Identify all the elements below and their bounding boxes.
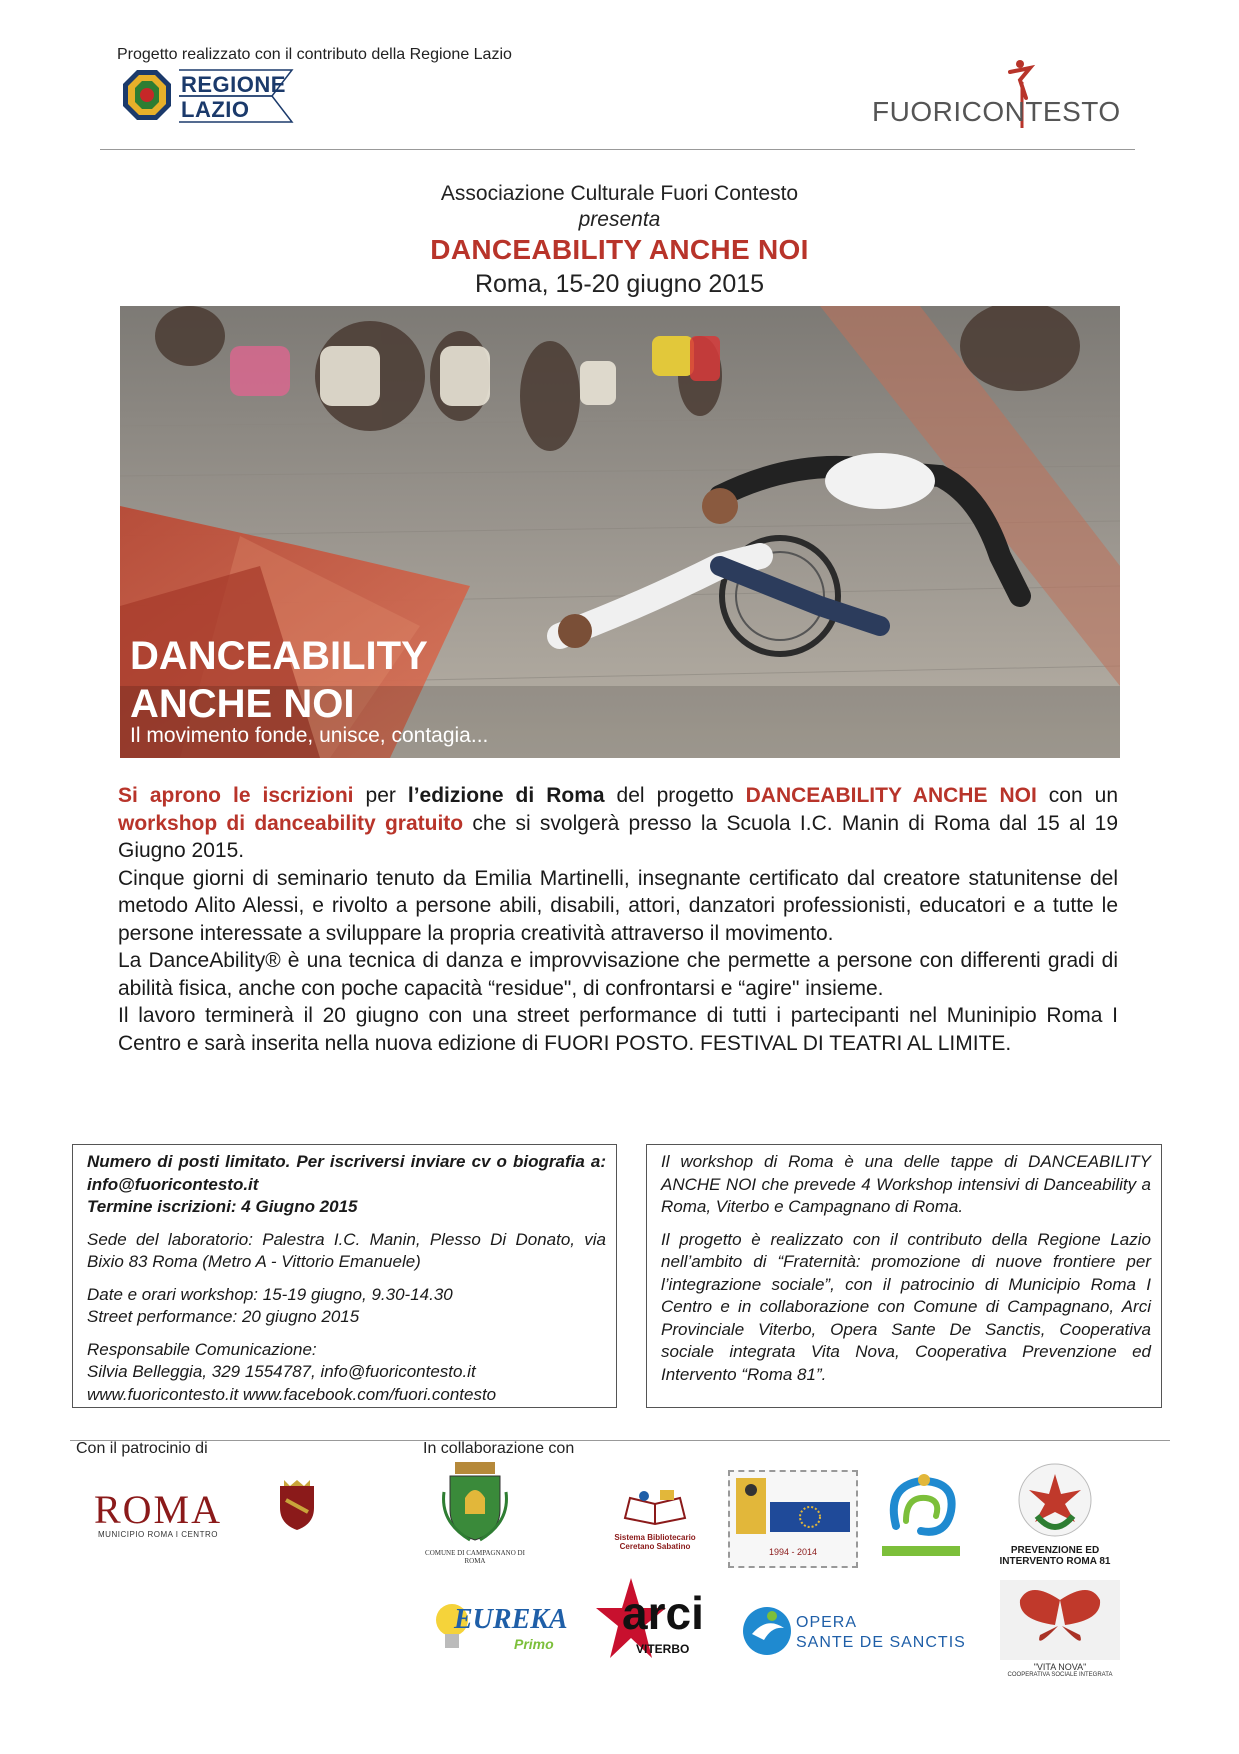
vita-nova-sub: COOPERATIVA SOCIALE INTEGRATA bbox=[1007, 1672, 1113, 1678]
biblio-line2: Ceretano Sabatino bbox=[619, 1542, 691, 1551]
roma-wordmark: ROMA bbox=[93, 1487, 223, 1532]
prevenzione-roma81-logo bbox=[990, 1460, 1120, 1580]
arci-wordmark: arci bbox=[622, 1587, 704, 1639]
presenta-label: presenta bbox=[578, 208, 661, 231]
biblio-line1: Sistema Bibliotecario bbox=[614, 1533, 696, 1542]
body-paragraph-4: Il lavoro terminerà il 20 giugno con una street performance di tutti i partecipanti nel Muninipio Roma I Centro e sarà inserita nella nuova edizione di FUORI POSTO. FESTIVAL DI TEATRI AL LIMITE. bbox=[118, 1004, 1118, 1055]
project-info-paragraph-2: Il progetto è realizzato con il contributo della Regione Lazio nell’ambito di “Fraternità: promozione di nuove frontiere per l’integrazione sociale”, con il patrocinio di Municipio Roma I Centro e in collaborazione con Comune di Campagnano, Arci Provinciale Viterbo, Opera Sante De Sanctis, Cooperativa sociale integrata Vita Nova, Cooperativa Prevenzione ed Intervento “Roma 81”. bbox=[661, 1229, 1151, 1384]
project-info-paragraph-1: Il workshop di Roma è una delle tappe di DANCEABILITY ANCHE NOI che prevede 4 Workshop intensivi di Danceability a Roma, Viterbo e Campagnano di Roma. bbox=[661, 1152, 1151, 1216]
page-title: DANCEABILITY ANCHE NOI bbox=[430, 234, 809, 265]
project-info-box bbox=[646, 1144, 1162, 1408]
opera-line1: OPERA bbox=[796, 1614, 858, 1631]
eureka-logo bbox=[432, 1594, 568, 1664]
fuori-contesto-wordmark: FUORICONTESTO bbox=[872, 96, 1121, 127]
regione-lazio-wordmark: REGIONE LAZIO bbox=[181, 72, 286, 122]
registration-deadline: Termine iscrizioni: 4 Giugno 2015 bbox=[87, 1197, 358, 1216]
workshop-dates: Date e orari workshop: 15-19 giugno, 9.30-14.30 bbox=[87, 1284, 453, 1304]
eureka-wordmark: EUREKA bbox=[454, 1604, 568, 1635]
contact-label: Responsabile Comunicazione: bbox=[87, 1339, 317, 1359]
header-note: Progetto realizzato con il contributo della Regione Lazio bbox=[117, 46, 512, 63]
header-divider bbox=[100, 149, 1135, 150]
campagnano-crest-icon bbox=[440, 1462, 510, 1542]
prevenzione-line2: INTERVENTO ROMA 81 bbox=[999, 1556, 1111, 1567]
arci-viterbo-logo bbox=[596, 1578, 706, 1678]
association-name: Associazione Culturale Fuori Contesto bbox=[440, 182, 799, 205]
prevenzione-line1: PREVENZIONE ED bbox=[1010, 1545, 1100, 1556]
via-francigena-logo bbox=[728, 1470, 858, 1568]
open-book-icon bbox=[620, 1488, 690, 1528]
body-paragraph-3: La DanceAbility® è una tecnica di danza e improvvisazione che permette a persone con differenti gradi di abilità fisica, anche con poche capacità “residue", di confrontarsi e “agire" insieme. bbox=[118, 949, 1118, 1000]
vita-nova-logo bbox=[990, 1580, 1130, 1690]
swirl-icon bbox=[742, 1606, 792, 1656]
registration-note: Numero di posti limitato. Per iscriversi inviare cv o biografia a: info@fuoricontesto.it bbox=[87, 1152, 606, 1194]
patronage-label: Con il patrocinio di bbox=[76, 1440, 208, 1457]
workshop-venue: Sede del laboratorio: Palestra I.C. Manin, Plesso Di Donato, via Bixio 83 Roma (Metro A - Vittorio Emanuele) bbox=[87, 1229, 606, 1271]
centro-informazione-logo bbox=[876, 1466, 966, 1566]
opera-sante-de-sanctis-logo bbox=[742, 1596, 982, 1666]
collaboration-label: In collaborazione con bbox=[423, 1440, 575, 1457]
via-francigena-years: 1994 - 2014 bbox=[768, 1547, 818, 1557]
photo-subtitle: Il movimento fonde, unisce, contagia... bbox=[130, 724, 489, 747]
pilgrim-icon bbox=[730, 1472, 856, 1542]
contact-websites: www.fuoricontesto.it www.facebook.com/fuori.contesto bbox=[87, 1384, 497, 1404]
vita-nova-label: "VITA NOVA" bbox=[1033, 1662, 1087, 1672]
performance-date: Street performance: 20 giugno 2015 bbox=[87, 1307, 360, 1326]
place-date: Roma, 15-20 giugno 2015 bbox=[474, 270, 765, 298]
body-text bbox=[118, 782, 1118, 1057]
roma-sub: MUNICIPIO ROMA I CENTRO bbox=[98, 1530, 218, 1539]
contact-details: Silvia Belleggia, 329 1554787, info@fuoricontesto.it bbox=[87, 1362, 476, 1381]
body-paragraph-1: Si aprono le iscrizioni per l’edizione di Roma del progetto DANCEABILITY ANCHE NOI con un workshop di danceability gratuito che si svolgerà presso la Scuola I.C. Manin di Roma dal 15 al 19 Giugno 2015. bbox=[118, 784, 1119, 862]
sistema-bibliotecario-logo bbox=[600, 1488, 710, 1568]
eureka-sub: Primo bbox=[514, 1636, 554, 1652]
opera-line2: SANTE DE SANCTIS bbox=[796, 1634, 966, 1651]
registration-info-box bbox=[72, 1144, 617, 1408]
arci-sub: VITERBO bbox=[636, 1642, 690, 1656]
spqr-shield-icon bbox=[276, 1478, 318, 1532]
body-paragraph-2: Cinque giorni di seminario tenuto da Emilia Martinelli, insegnante certificato dal creatore statunitense del metodo Alito Alessi, e rivolto a persone abili, disabili, attori, danzatori professionisti, educatori e a tutte le persone interessate a sviluppare la propria creatività attraverso il movimento. bbox=[118, 866, 1118, 945]
butterfly-icon bbox=[1000, 1580, 1120, 1660]
flower-icon bbox=[1015, 1460, 1095, 1540]
campagnano-logo bbox=[420, 1462, 530, 1572]
footer-divider bbox=[70, 1440, 1170, 1441]
campagnano-label: COMUNE DI CAMPAGNANO DI ROMA bbox=[425, 1549, 525, 1565]
photo-title: DANCEABILITY ANCHE NOI bbox=[130, 634, 428, 726]
roma-municipio-logo bbox=[78, 1487, 238, 1540]
